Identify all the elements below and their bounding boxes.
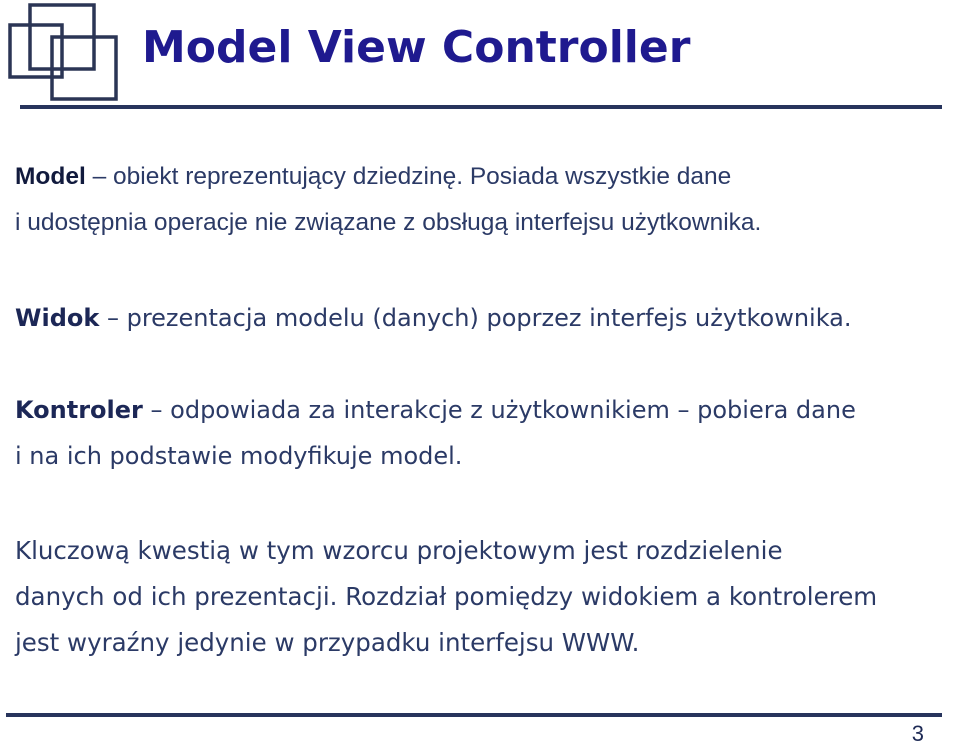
- paragraph-model-line2: i udostępnia operacje nie związane z obsługą interfejsu użytkownika.: [15, 209, 762, 236]
- paragraph-kontroler: [15, 387, 856, 479]
- paragraph-key-issue-line2: danych od ich prezentacji. Rozdział pomiędzy widokiem a kontrolerem: [15, 582, 878, 611]
- paragraph-key-issue: [15, 528, 877, 666]
- paragraph-key-issue-line1: Kluczową kwestią w tym wzorcu projektowym jest rozdzielenie: [15, 536, 783, 565]
- paragraph-key-issue-line3: jest wyraźny jedynie w przypadku interfejsu WWW.: [15, 628, 640, 657]
- header-divider: [20, 105, 942, 109]
- term-kontroler: Kontroler: [15, 396, 143, 424]
- paragraph-model: [15, 154, 761, 246]
- page-number: 3: [911, 721, 924, 746]
- term-widok: Widok: [15, 304, 100, 332]
- paragraph-model-line1: – obiekt reprezentujący dziedzinę. Posiada wszystkie dane: [85, 163, 732, 190]
- footer-divider: [6, 713, 942, 717]
- overlapping-squares-icon: [8, 3, 122, 103]
- logo-graphic: [8, 3, 122, 103]
- paragraph-kontroler-line1: – odpowiada za interakcje z użytkownikiem – pobiera dane: [142, 396, 856, 424]
- paragraph-kontroler-line2: i na ich podstawie modyfikuje model.: [15, 442, 463, 470]
- paragraph-widok-line1: – prezentacja modelu (danych) poprzez interfejs użytkownika.: [99, 304, 852, 332]
- term-model: Model: [15, 163, 86, 190]
- slide-title: Model View Controller: [142, 22, 691, 73]
- paragraph-widok: [15, 295, 852, 341]
